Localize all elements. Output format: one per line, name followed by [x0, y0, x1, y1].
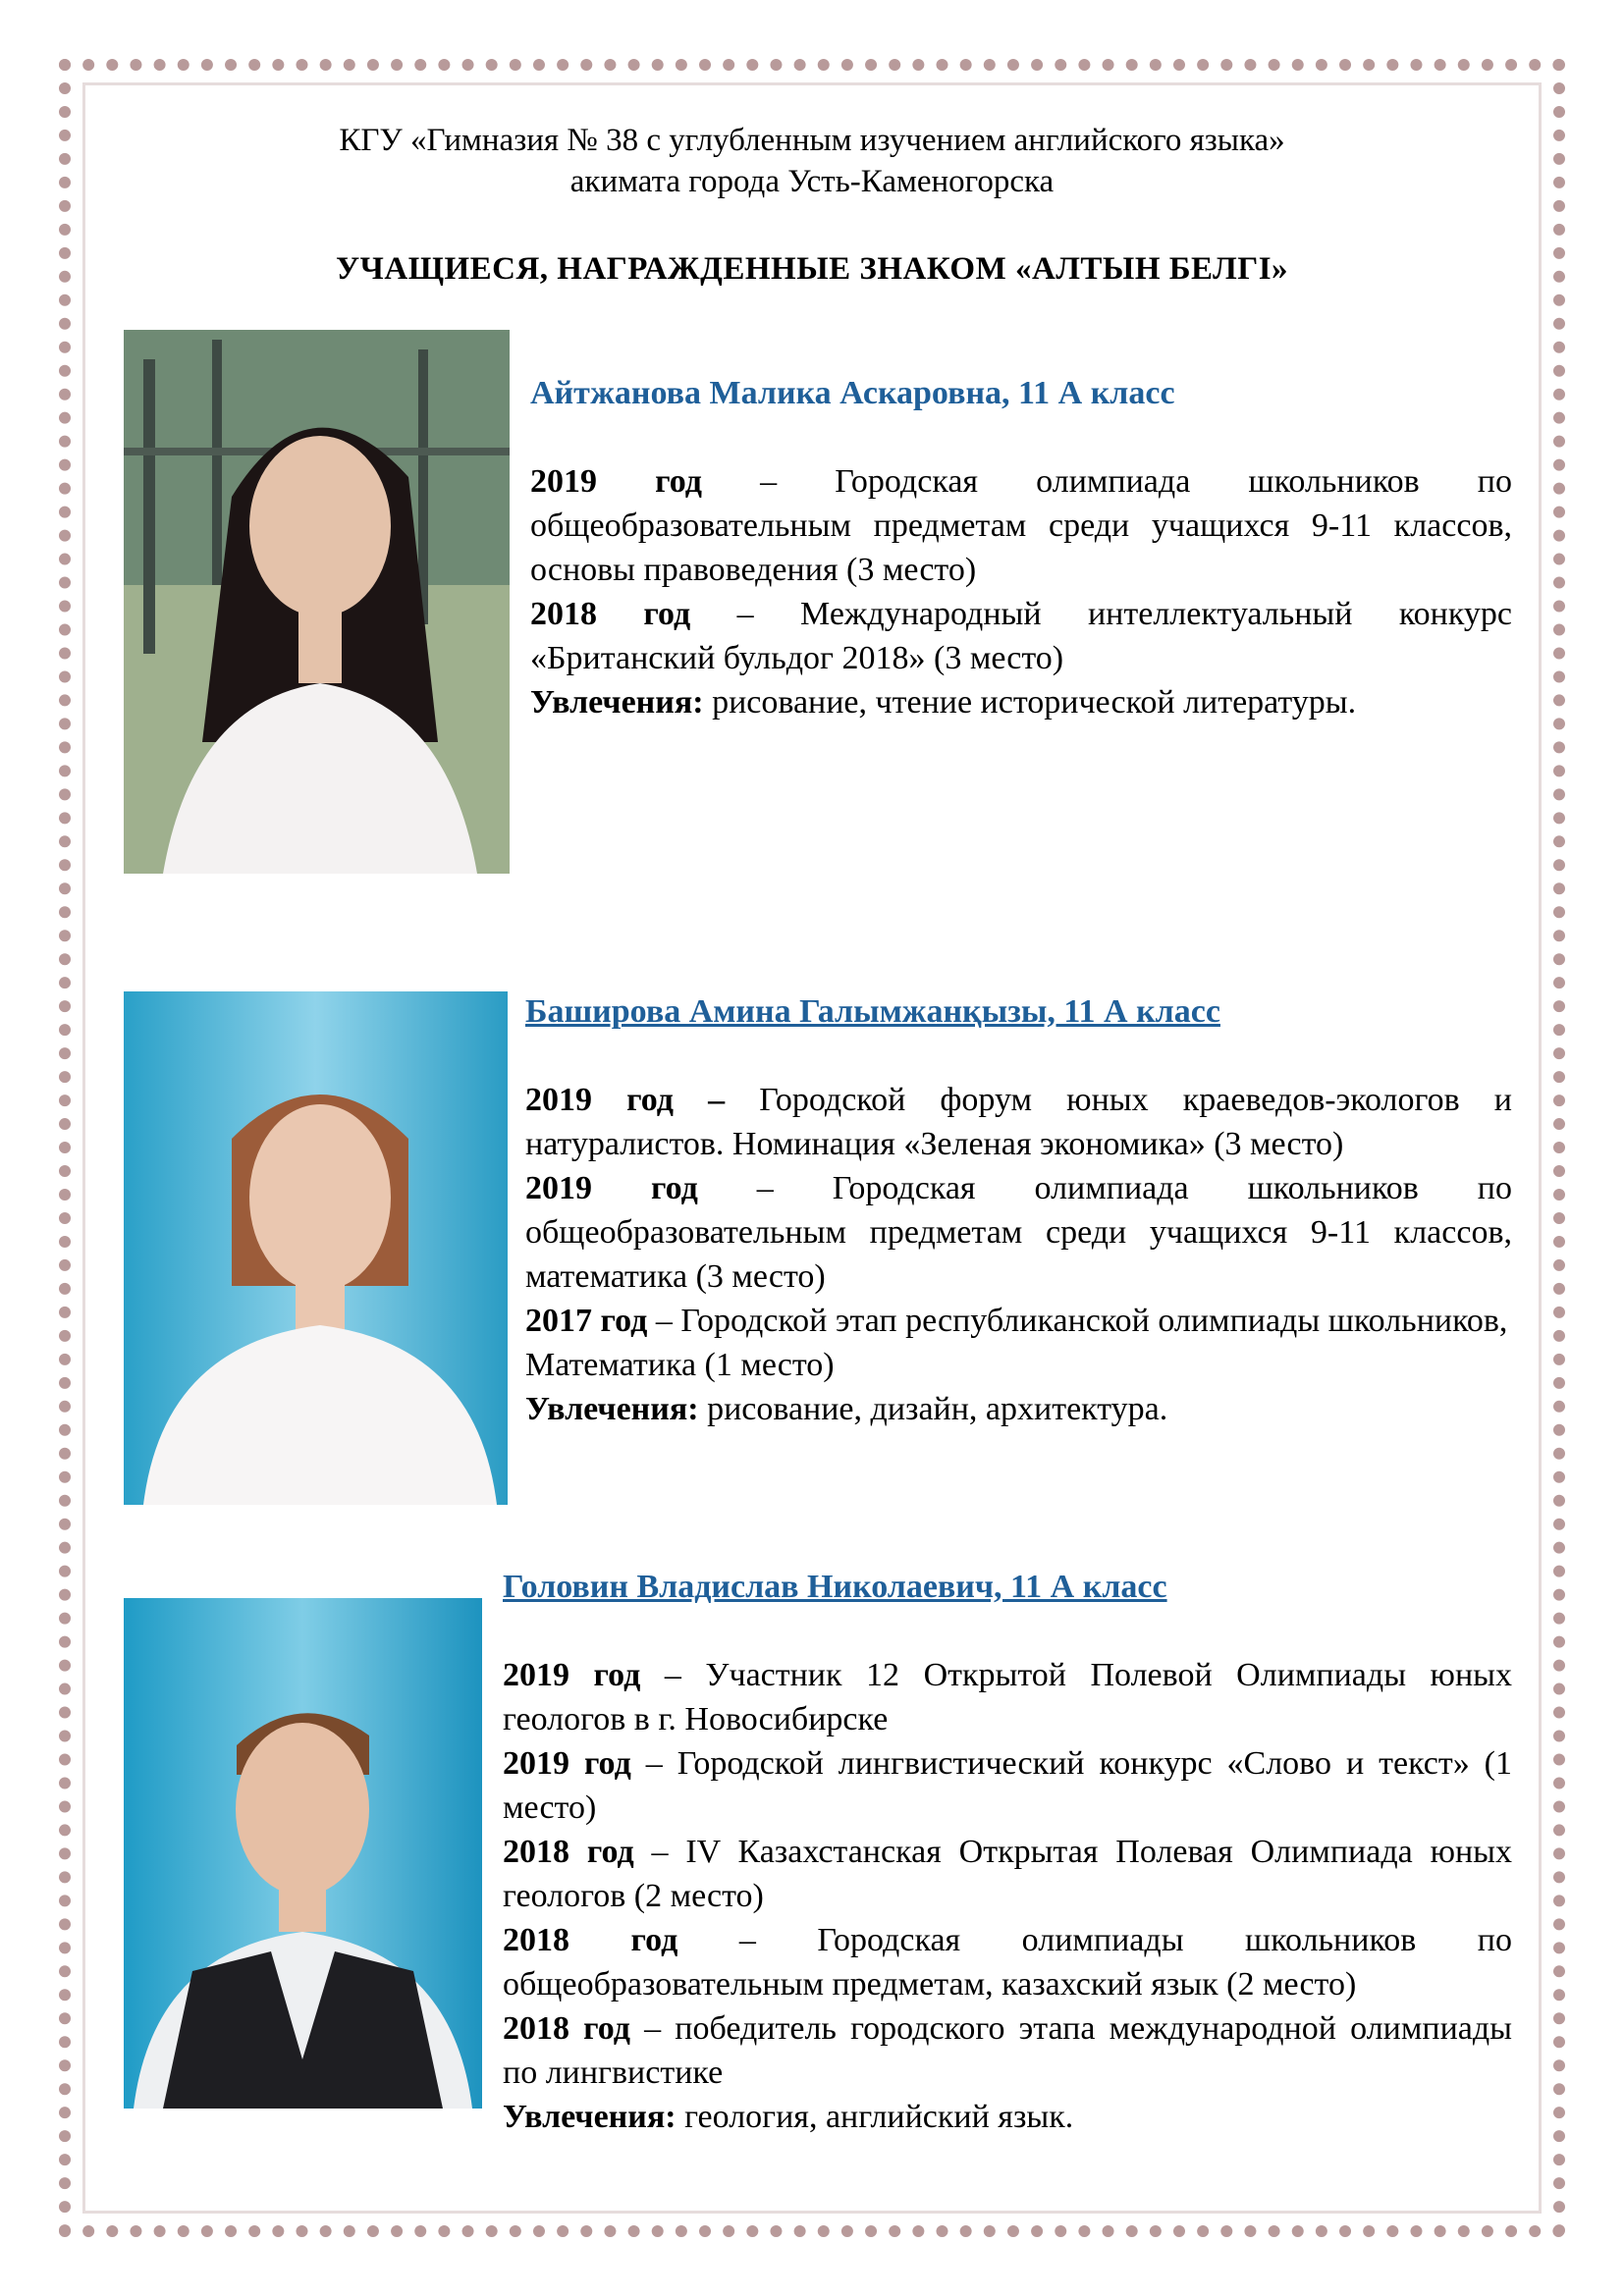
achievement-item: 2019 год – Участник 12 Открытой Полевой Олимпиады юных геологов в г. Новосибирске — [503, 1657, 1512, 1737]
school-city: акимата города Усть-Каменогорска — [569, 164, 1055, 199]
student-name: Головин Владислав Николаевич, 11 А класс — [503, 1569, 1167, 1605]
student-2 — [525, 989, 1512, 1431]
achievement-item: 2019 год – Городская олимпиада школьников по общеобразовательным предметам среди учащихся 9-11 классов, математика (3 место) — [525, 1170, 1513, 1295]
student-name: Айтжанова Малика Аскаровна, 11 А класс — [530, 375, 1175, 411]
hobbies: Увлечения: рисование, чтение исторической литературы. — [530, 684, 1357, 721]
student-achievements — [503, 1653, 1512, 2139]
student-photo-3 — [124, 1598, 482, 2109]
student-photo-2 — [124, 991, 508, 1505]
achievement-item: 2018 год – победитель городского этапа международной олимпиады по лингвистике — [503, 2010, 1513, 2091]
student-photo-1 — [124, 330, 510, 874]
student-achievements — [525, 1078, 1512, 1431]
achievement-item: 2018 год – Международный интеллектуальный конкурс «Британский бульдог 2018» (3 место) — [530, 596, 1512, 676]
student-1 — [530, 371, 1512, 724]
hobbies: Увлечения: рисование, дизайн, архитектура. — [525, 1391, 1168, 1427]
school-header — [0, 120, 1624, 202]
achievement-item: 2019 год – Городской форум юных краеведов-экологов и натуралистов. Номинация «Зеленая экономика» (3 место) — [525, 1082, 1513, 1162]
page-title: УЧАЩИЕСЯ, НАГРАЖДЕННЫЕ ЗНАКОМ «АЛТЫН БЕЛГІ» — [335, 251, 1289, 287]
achievement-item: 2019 год – Городской лингвистический конкурс «Слово и текст» (1 место) — [503, 1745, 1512, 1826]
school-name: КГУ «Гимназия № 38 с углубленным изучением английского языка» — [339, 123, 1285, 158]
achievement-item: Математика (1 место) — [525, 1347, 835, 1383]
student-name: Баширова Амина Галымжанқызы, 11 А класс — [525, 993, 1220, 1030]
achievement-item: 2018 год – IV Казахстанская Открытая Полевая Олимпиада юных геологов (2 место) — [503, 1834, 1513, 1914]
achievement-item: 2019 год – Городская олимпиада школьников по общеобразовательным предметам среди учащихся 9-11 классов, основы правоведения (3 место) — [530, 463, 1512, 588]
achievement-item: 2017 год – Городской этап республиканской олимпиады школьников, — [525, 1303, 1508, 1339]
student-achievements — [530, 459, 1512, 724]
student-3 — [503, 1565, 1512, 2139]
hobbies: Увлечения: геология, английский язык. — [503, 2099, 1074, 2135]
achievement-item: 2018 год – Городская олимпиады школьников по общеобразовательным предметам, казахский язык (2 место) — [503, 1922, 1512, 2002]
